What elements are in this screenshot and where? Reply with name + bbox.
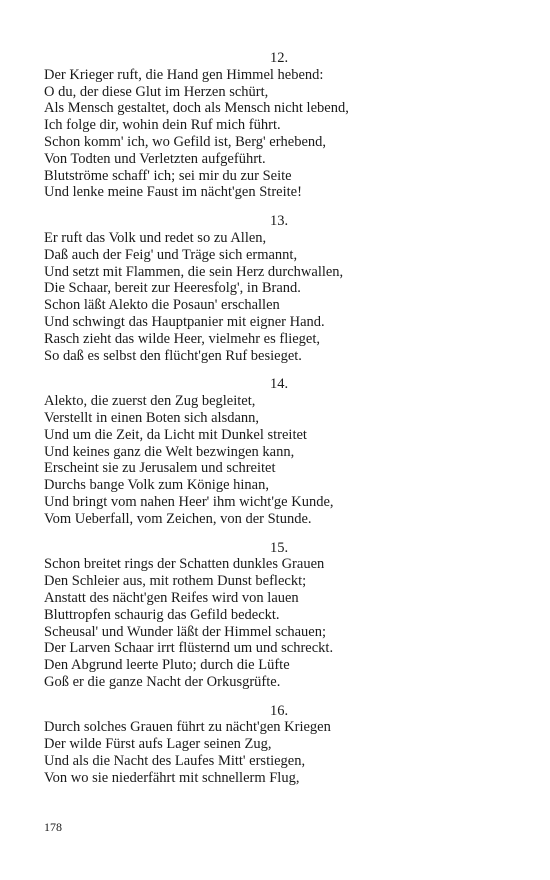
verse-line: Rasch zieht das wilde Heer, vielmehr es flieget, xyxy=(44,330,321,347)
verse-line: Schon läßt Alekto die Posaun' erschallen xyxy=(44,297,280,314)
verse-line: So daß es selbst den flücht'gen Ruf besieget. xyxy=(44,347,302,364)
stanza-number: 13. xyxy=(269,213,289,230)
verse-line: Und um die Zeit, da Licht mit Dunkel streitet xyxy=(44,426,307,443)
stanza-15 xyxy=(44,540,514,691)
verse-line: Und lenke meine Faust im nächt'gen Streite! xyxy=(44,184,302,201)
page-text xyxy=(44,50,514,799)
stanza-14 xyxy=(44,376,514,527)
stanza-12 xyxy=(44,50,514,201)
verse-line: Und als die Nacht des Laufes Mitt' erstiegen, xyxy=(44,753,306,770)
verse-line: Schon breitet rings der Schatten dunkles Grauen xyxy=(44,556,325,573)
verse-line: Der wilde Fürst aufs Lager seinen Zug, xyxy=(44,736,272,753)
verse-line: Und schwingt das Hauptpanier mit eigner Hand. xyxy=(44,313,325,330)
verse-line: Scheusal' und Wunder läßt der Himmel schauen; xyxy=(44,623,327,640)
verse-line: Verstellt in einen Boten sich alsdann, xyxy=(44,409,260,426)
verse-line: Als Mensch gestaltet, doch als Mensch nicht lebend, xyxy=(44,100,349,117)
verse-line: Goß er die ganze Nacht der Orkusgrüfte. xyxy=(44,673,281,690)
verse-line: Durch solches Grauen führt zu nächt'gen Kriegen xyxy=(44,719,331,736)
verse-line: Und bringt vom nahen Heer' ihm wicht'ge Kunde, xyxy=(44,493,334,510)
verse-line: Den Schleier aus, mit rothem Dunst befleckt; xyxy=(44,573,307,590)
verse-line: Daß auch der Feig' und Träge sich ermannt, xyxy=(44,246,298,263)
verse-line: Die Schaar, bereit zur Heeresfolg', in Brand. xyxy=(44,280,301,297)
verse-line: Durchs bange Volk zum Könige hinan, xyxy=(44,477,269,494)
verse-line: Von Todten und Verletzten aufgeführt. xyxy=(44,150,266,167)
stanza-number: 15. xyxy=(269,539,289,556)
stanza-16 xyxy=(44,703,514,787)
verse-line: Erscheint sie zu Jerusalem und schreitet xyxy=(44,460,276,477)
verse-line: Den Abgrund leerte Pluto; durch die Lüfte xyxy=(44,657,290,674)
verse-line: Ich folge dir, wohin dein Ruf mich führt. xyxy=(44,117,281,134)
verse-line: Bluttropfen schaurig das Gefild bedeckt. xyxy=(44,606,280,623)
stanza-number: 16. xyxy=(269,702,289,719)
stanza-number: 12. xyxy=(269,50,289,66)
stanza-number: 14. xyxy=(269,376,289,393)
verse-line: Der Larven Schaar irrt flüsternd um und schreckt. xyxy=(44,640,334,657)
stanza-13 xyxy=(44,213,514,364)
verse-line: Vom Ueberfall, vom Zeichen, von der Stunde. xyxy=(44,510,312,527)
verse-line: Schon komm' ich, wo Gefild ist, Berg' erhebend, xyxy=(44,133,327,150)
verse-line: Und setzt mit Flammen, die sein Herz durchwallen, xyxy=(44,263,344,280)
verse-line: Der Krieger ruft, die Hand gen Himmel hebend: xyxy=(44,66,324,83)
page-number: 178 xyxy=(44,820,62,834)
verse-line: O du, der diese Glut im Herzen schürt, xyxy=(44,83,269,100)
verse-line: Von wo sie niederfährt mit schnellerm Flug, xyxy=(44,769,300,786)
verse-line: Und keines ganz die Welt bezwingen kann, xyxy=(44,443,295,460)
verse-line: Er ruft das Volk und redet so zu Allen, xyxy=(44,229,267,246)
verse-line: Blutströme schaff' ich; sei mir du zur Seite xyxy=(44,167,292,184)
verse-line: Anstatt des nächt'gen Reifes wird von lauen xyxy=(44,589,299,606)
verse-line: Alekto, die zuerst den Zug begleitet, xyxy=(44,393,256,410)
